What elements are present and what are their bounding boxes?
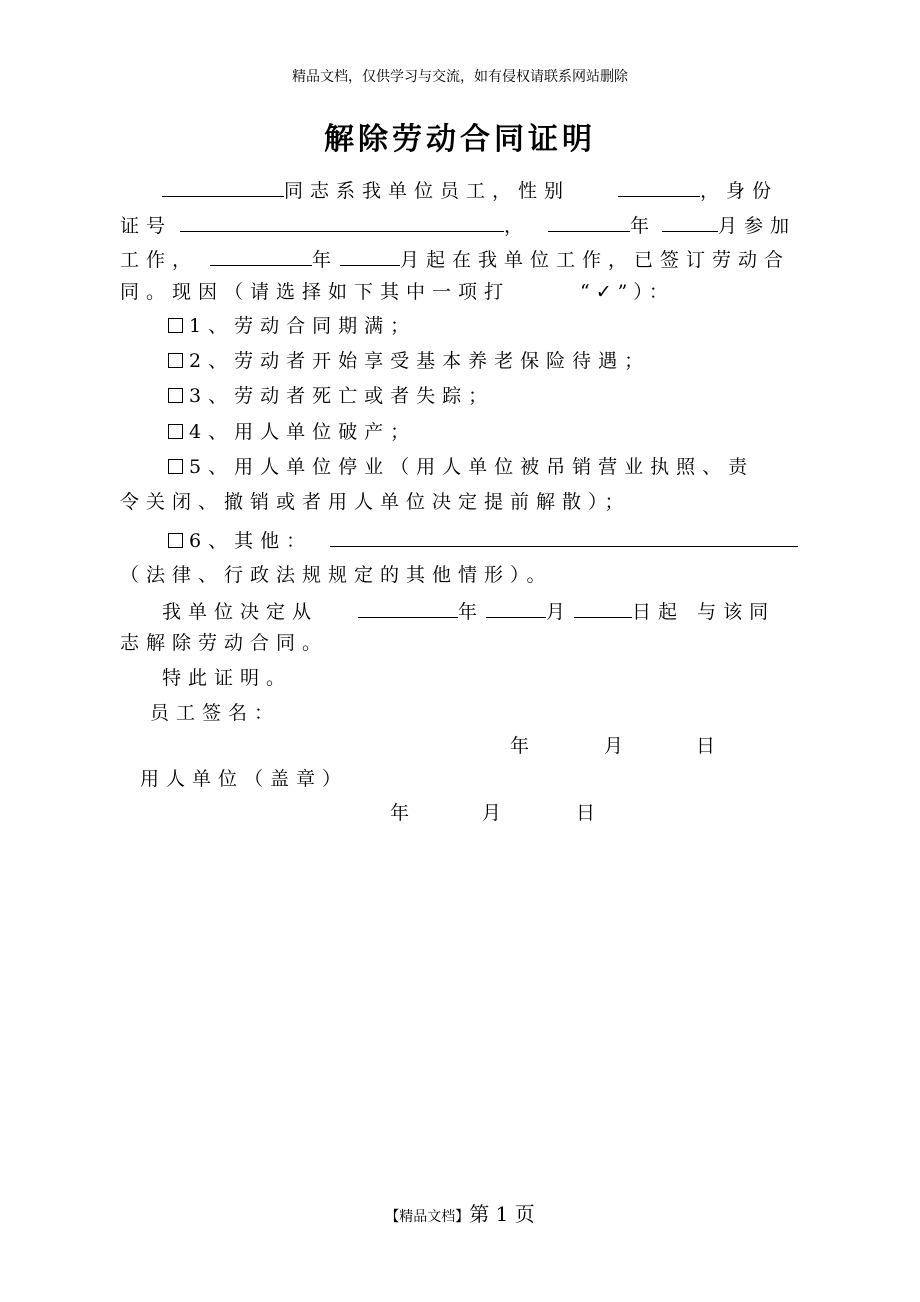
employee-date-day: 日: [696, 735, 723, 757]
document-title: 解除劳动合同证明: [324, 122, 596, 157]
intro-text-5: 年: [630, 215, 657, 237]
certify-line: [120, 666, 810, 690]
option-1-checkbox[interactable]: [168, 318, 183, 333]
intro-text-9: 月起在我单位工作，已签订劳动合: [400, 249, 791, 271]
join-month-blank[interactable]: [662, 211, 718, 232]
option-6-checkbox[interactable]: [168, 533, 183, 548]
page-number: 第 1 页: [469, 1202, 535, 1226]
employee-sign-label: 员工签名：: [150, 702, 281, 724]
employer-date-month: 月: [482, 802, 509, 824]
intro-text-7: 工作，: [120, 249, 199, 271]
intro-line-4: [120, 280, 810, 304]
option-4-checkbox[interactable]: [168, 424, 183, 439]
option-1-label: 1、劳动合同期满；: [189, 315, 417, 337]
end-day-blank[interactable]: [574, 597, 632, 618]
option-5-label: 5、用人单位停业（用人单位被吊销营业执照、责: [189, 456, 755, 478]
intro-text-1: 同志系我单位员工，性别: [284, 180, 571, 202]
option-6-note: （法律、行政法规规定的其他情形）。: [120, 564, 553, 586]
option-1: [120, 314, 810, 338]
option-4: [120, 420, 810, 444]
option-6-label: 6、其他：: [189, 530, 313, 552]
intro-line-3: [120, 245, 810, 269]
end-month-blank[interactable]: [486, 597, 546, 618]
employer-line: [120, 767, 810, 791]
intro-text-10: 同。现因（请选择如下其中一项打: [120, 281, 511, 303]
employee-date-month: 月: [604, 735, 631, 757]
intro-text-6: 月参加: [718, 215, 797, 237]
decision-text-2: 年: [458, 601, 485, 623]
employee-date-line: [120, 734, 810, 758]
intro-text-4: ，: [504, 215, 531, 237]
other-reason-blank[interactable]: [330, 526, 798, 547]
decision-line-1: [120, 597, 810, 621]
decision-text-1: 我单位决定从: [162, 601, 319, 623]
option-3-label: 3、劳动者死亡或者失踪；: [189, 385, 495, 407]
intro-text-3: 证号: [120, 215, 173, 237]
employer-date-line: [120, 801, 810, 825]
id-number-blank[interactable]: [180, 211, 504, 232]
employer-date-year: 年: [390, 802, 417, 824]
decision-text-4: 日起 与该同: [632, 601, 776, 623]
gender-blank[interactable]: [618, 176, 700, 197]
start-month-blank[interactable]: [340, 245, 400, 266]
decision-text-3: 月: [546, 601, 573, 623]
intro-text-2: ，身份: [700, 180, 779, 202]
certify-text: 特此证明。: [162, 667, 293, 689]
option-4-label: 4、用人单位破产；: [189, 421, 417, 443]
option-3-checkbox[interactable]: [168, 388, 183, 403]
employee-sign-line: [120, 701, 810, 725]
option-6: [120, 526, 810, 550]
page-footer: [0, 1198, 920, 1227]
option-5-continued: 令关闭、撤销或者用人单位决定提前解散）；: [120, 491, 631, 513]
join-year-blank[interactable]: [548, 211, 630, 232]
intro-line-2: [120, 211, 810, 235]
option-2-checkbox[interactable]: [168, 353, 183, 368]
option-5-checkbox[interactable]: [168, 459, 183, 474]
end-year-blank[interactable]: [358, 597, 458, 618]
page-header: 精品文档，仅供学习与交流，如有侵权请联系网站删除: [292, 69, 628, 85]
decision-line-2: 志解除劳动合同。: [120, 632, 329, 654]
option-2-label: 2、劳动者开始享受基本养老保险待遇；: [189, 350, 651, 372]
option-2: [120, 349, 810, 373]
check-mark-text: “✓”）：: [580, 281, 674, 303]
start-year-blank[interactable]: [210, 245, 312, 266]
intro-line-1: [120, 176, 810, 200]
option-3: [120, 384, 810, 408]
footer-bracket: 【精品文档】: [385, 1209, 470, 1225]
option-5: [120, 455, 810, 479]
intro-text-8: 年: [312, 249, 339, 271]
employer-date-day: 日: [576, 802, 603, 824]
employer-seal-label: 用人单位（盖章）: [140, 768, 349, 790]
name-blank[interactable]: [162, 176, 284, 197]
employee-date-year: 年: [510, 735, 537, 757]
